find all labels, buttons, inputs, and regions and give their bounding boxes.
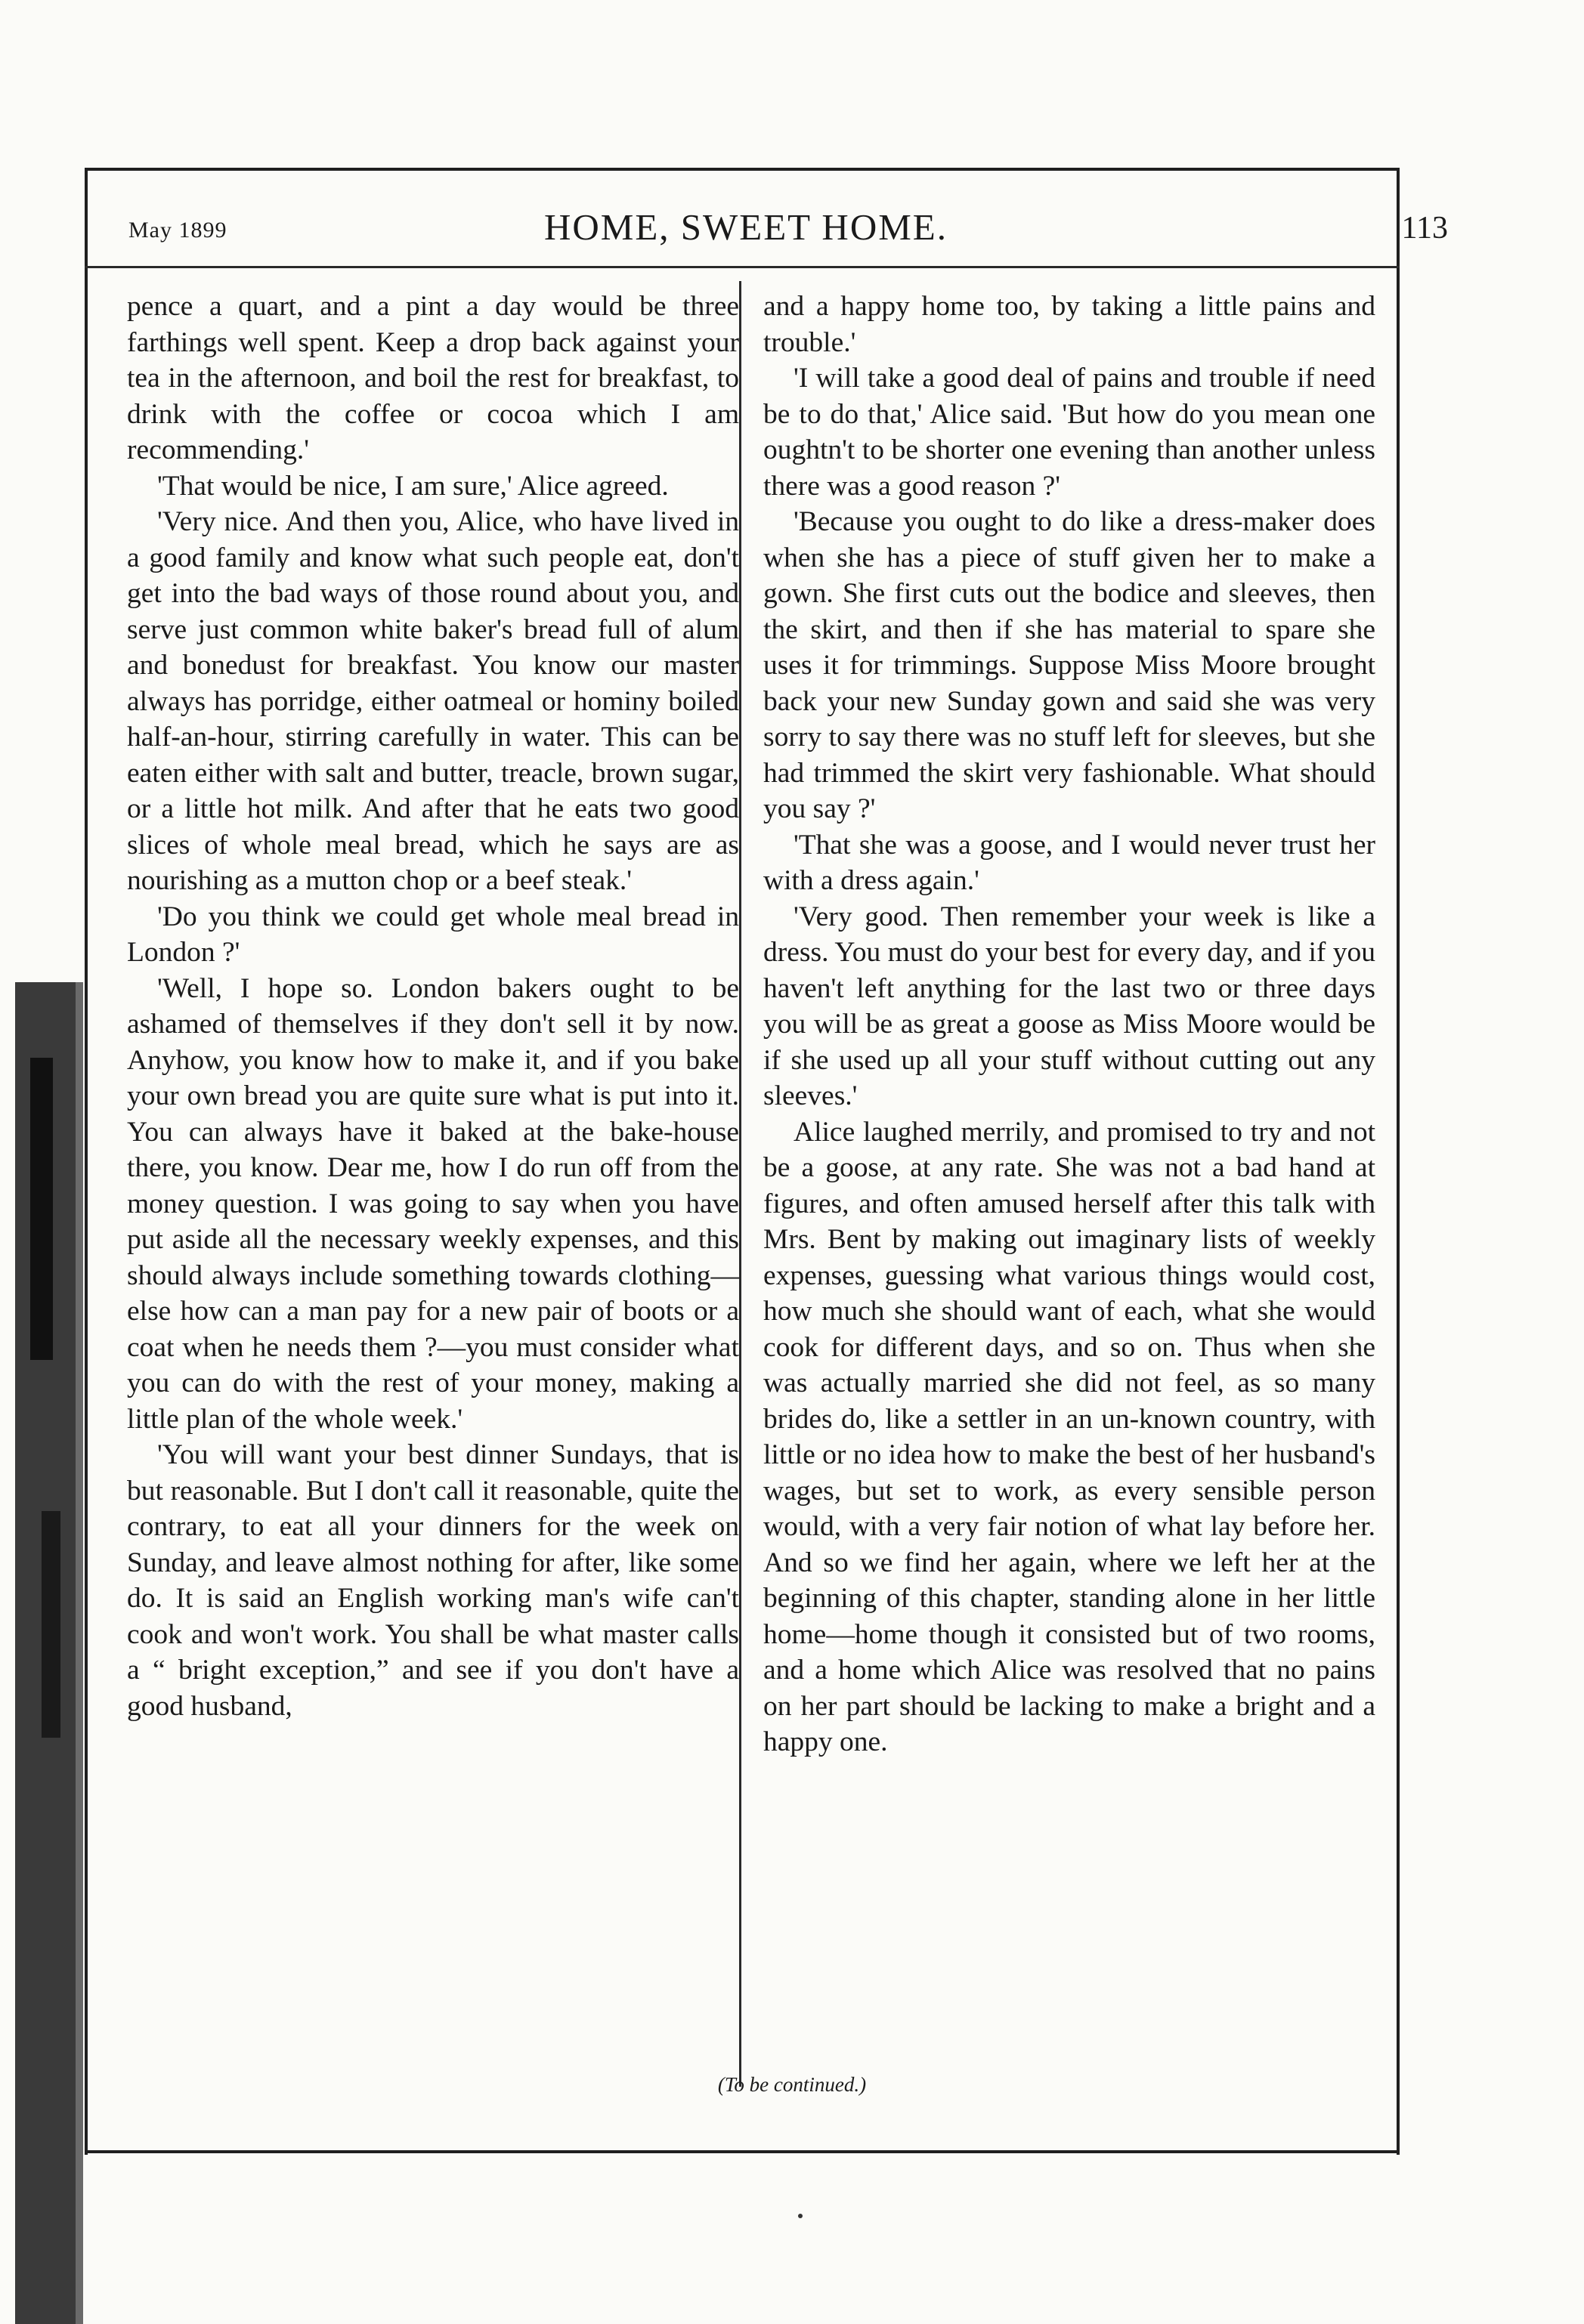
continued-note: (To be continued.) — [717, 2073, 867, 2096]
paragraph: 'You will want your best dinner Sundays, that is but reasonable. But I don't call it reasonable, quite the contrary, to eat all your dinners for the week on Sunday, and leave almost nothing for after, like some do. It is said an English working man's wife can't cook and won't work. You shall be what master calls a “ bright exception,” and see if you don't have a good husband, — [127, 1439, 739, 1722]
paragraph: pence a quart, and a pint a day would be three farthings well spent. Keep a drop back against your tea in the afternoon, and boil the rest for breakfast, to drink with the coffee or cocoa which I am recommending.' — [127, 291, 739, 465]
page-number: 113 — [1401, 211, 1448, 246]
page-frame-bottom-rule — [85, 2150, 1400, 2153]
paragraph: 'Very nice. And then you, Alice, who have lived in a good family and know what such people eat, don't get into the bad ways of those round about you, and serve just common white baker's bread full of alum and bonedust for breakfast. You know our master always has porridge, either oatmeal or hominy boiled half-an-hour, stirring carefully in water. This can be eaten either with salt and butter, treacle, brown sugar, or a little hot milk. And after that he eats two good slices of whole meal bread, which he says are as nourishing as a mutton chop or a beef steak.' — [127, 506, 739, 896]
page-frame-right-rule — [1397, 168, 1400, 2155]
scan-binding-edge — [15, 982, 106, 2324]
paragraph: 'Do you think we could get whole meal bread in London ?' — [127, 901, 739, 968]
running-head — [128, 204, 1448, 252]
left-column — [127, 289, 739, 1724]
running-head-title: HOME, SWEET HOME. — [544, 206, 948, 248]
right-column — [763, 289, 1375, 1760]
page-frame-left-rule — [85, 168, 88, 2155]
paragraph: Alice laughed merrily, and promised to try and not be a goose, at any rate. She was not a bad hand at figures, and often amused herself after this talk with Mrs. Bent by making out imaginary lists of weekly expenses, guessing what various things would cost, how much she should want of each, what she would cook for different days, and so on. Thus when she was actually married she did not feel, as so many brides do, like a settler in an un-known country, with little or no idea how to make the best of her husband's wages, but set to work, as every sensible person would, with a very fair notion of what lay before her. And so we find her again, where we left her at the beginning of this chapter, standing alone in her little home—home though it consisted but of two rooms, and a home which Alice was resolved that no pains on her part should be lacking to make a bright and a happy one. — [763, 1116, 1375, 1757]
paragraph: 'I will take a good deal of pains and trouble if need be to do that,' Alice said. 'But how do you mean one oughtn't to be shorter one evening than another unless there was a good reason ?' — [763, 363, 1375, 502]
paragraph: 'Because you ought to do like a dress-maker does when she has a piece of stuff given her to make a gown. She first cuts out the bodice and sleeves, then the skirt, and then if she has material to spare she uses it for trimmings. Suppose Miss Moore brought back your new Sunday gown and said she was very sorry to say there was no stuff left for sleeves, but she had trimmed the skirt very fashionable. What should you say ?' — [763, 506, 1375, 824]
paragraph: 'Well, I hope so. London bakers ought to be ashamed of themselves if they don't sell it by now. Anyhow, you know how to make it, and if you bake your own bread you are quite sure what is put into it. You can always have it baked at the bake-house there, you know. Dear me, how I do run off from the money question. I was going to say when you have put aside all the necessary weekly expenses, and this should always include something towards clothing—else how can a man pay for a new pair of boots or a coat when he needs them ?—you must consider what you can do with the rest of your money, making a little plan of the whole week.' — [127, 972, 739, 1435]
page-frame-top-rule — [85, 168, 1400, 171]
paragraph: 'That she was a goose, and I would never trust her with a dress again.' — [763, 829, 1375, 896]
paragraph: 'That would be nice, I am sure,' Alice agreed. — [157, 470, 669, 502]
paragraph: 'Very good. Then remember your week is like a dress. You must do your best for every day, and if you haven't left anything for the last two or three days you will be as great a goose as Miss Moore would be if she used up all your stuff without cutting out any sleeves.' — [763, 901, 1375, 1111]
paragraph: and a happy home too, by taking a little pains and trouble.' — [763, 291, 1375, 358]
header-rule — [85, 266, 1400, 268]
column-divider — [739, 281, 741, 2087]
print-speck — [798, 2214, 803, 2218]
running-head-date: May 1899 — [128, 218, 227, 243]
